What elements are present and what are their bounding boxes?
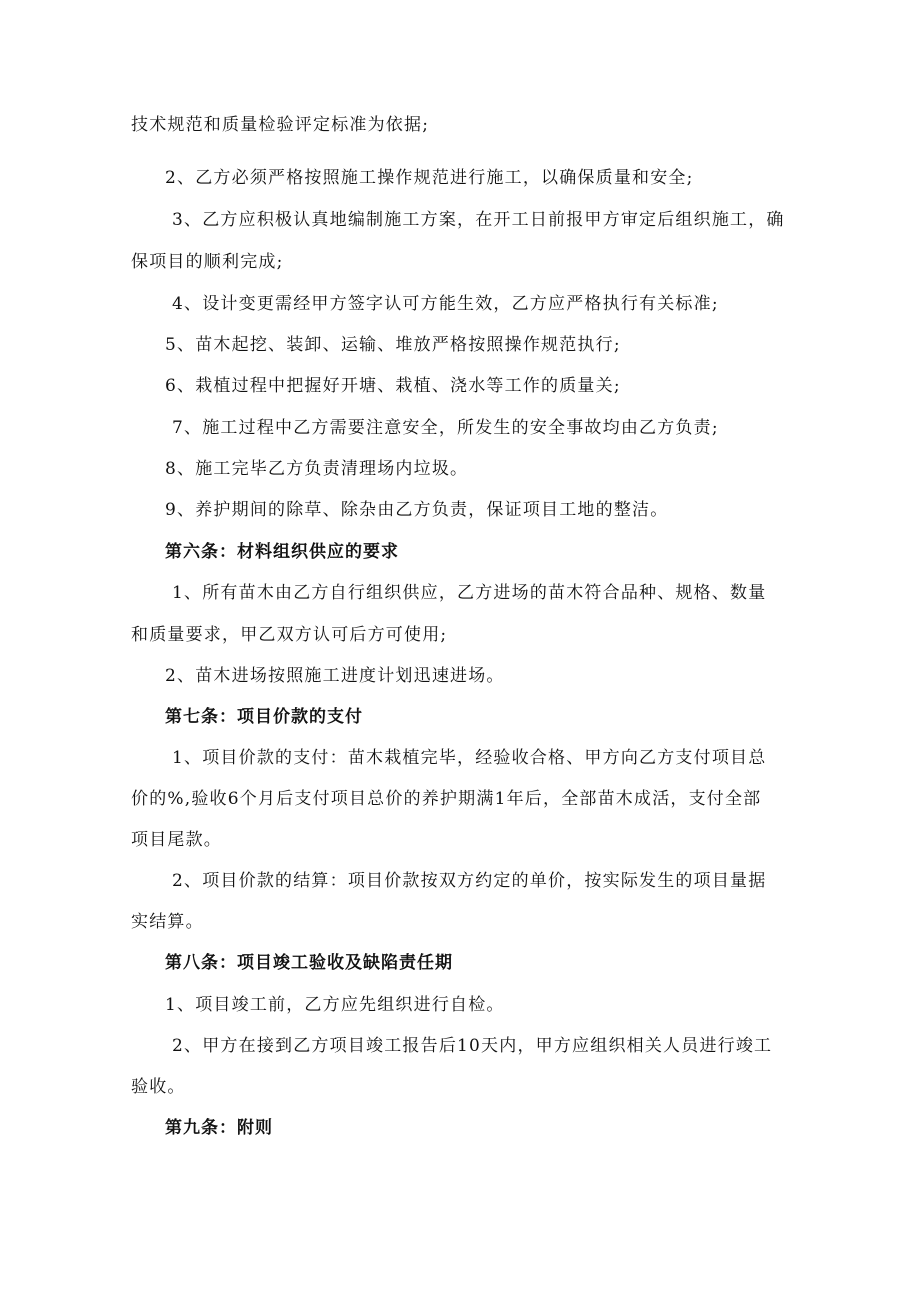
text-line: 1、所有苗木由乙方自行组织供应，乙方进场的苗木符合品种、规格、数量 [172, 583, 767, 603]
text-line: 3、乙方应积极认真地编制施工方案，在开工日前报甲方审定后组织施工，确 [172, 210, 785, 230]
text-line: 2、项目价款的结算：项目价款按双方约定的单价，按实际发生的项目量据 [172, 871, 767, 891]
text-line: 4、设计变更需经甲方签字认可方能生效，乙方应严格执行有关标准; [172, 294, 719, 314]
text-line: 和质量要求，甲乙双方认可后方可使用; [131, 625, 448, 645]
text-line: 2、苗木进场按照施工进度计划迅速进场。 [165, 666, 505, 686]
text-line: 2、乙方必须严格按照施工操作规范进行施工，以确保质量和安全; [165, 168, 694, 188]
text-line: 5、苗木起挖、装卸、运输、堆放严格按照操作规范执行; [165, 335, 621, 355]
text-line: 7、施工过程中乙方需要注意安全，所发生的安全事故均由乙方负责; [172, 418, 719, 438]
text-line: 项目尾款。 [131, 830, 222, 850]
text-line: 技术规范和质量检验评定标准为依据; [131, 115, 430, 135]
text-line: 9、养护期间的除草、除杂由乙方负责，保证项目工地的整洁。 [165, 500, 669, 520]
text-line: 1、项目竣工前，乙方应先组织进行自检。 [165, 995, 505, 1015]
text-line: 6、栽植过程中把握好开塘、栽植、浇水等工作的质量关; [165, 376, 621, 396]
section-heading-7: 第七条：项目价款的支付 [165, 707, 363, 727]
section-heading-6: 第六条：材料组织供应的要求 [165, 542, 399, 562]
text-line: 2、甲方在接到乙方项目竣工报告后10天内，甲方应组织相关人员进行竣工 [172, 1036, 773, 1056]
text-line: 保项目的顺利完成; [131, 252, 284, 272]
section-heading-9: 第九条：附则 [165, 1118, 273, 1138]
text-line: 验收。 [131, 1077, 186, 1097]
text-line: 1、项目价款的支付：苗木栽植完毕，经验收合格、甲方向乙方支付项目总 [172, 748, 767, 768]
text-line: 价的%,验收6个月后支付项目总价的养护期满1年后，全部苗木成活，支付全部 [131, 789, 762, 809]
section-heading-8: 第八条：项目竣工验收及缺陷责任期 [165, 953, 453, 973]
text-line: 实结算。 [131, 912, 204, 932]
text-line: 8、施工完毕乙方负责清理场内垃圾。 [165, 459, 469, 479]
